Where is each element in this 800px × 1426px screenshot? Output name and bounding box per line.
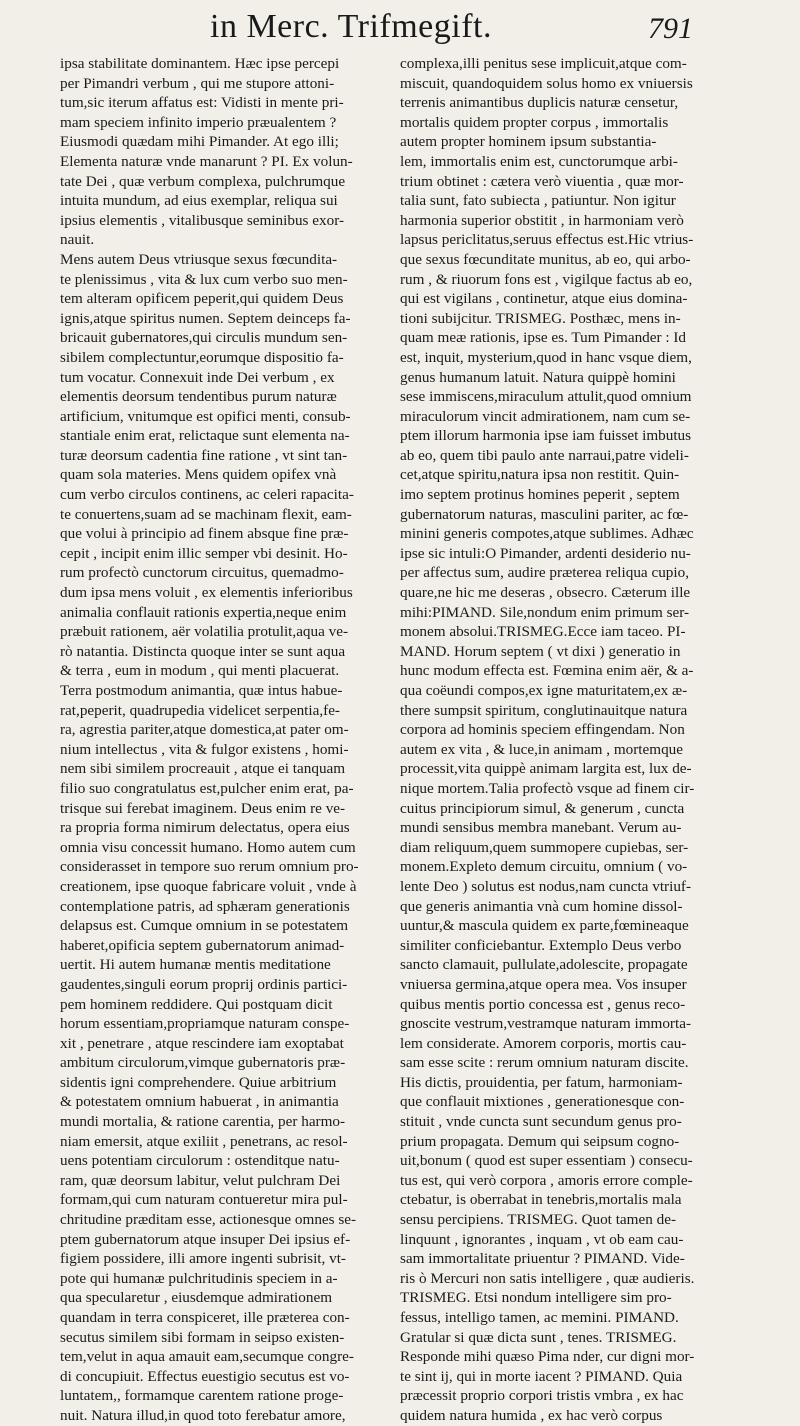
text-line: intuita mundum, ad eius exemplar, reliqua sui	[60, 192, 338, 210]
text-line: uens potentiam circulorum : ostenditque natu-	[60, 1152, 340, 1170]
text-line: ipsius elementis , vitalibusque seminibus exor-	[60, 211, 345, 229]
text-line: que generis animantia vnà cum homine dissol-	[400, 897, 683, 915]
text-line: stantiale enim erat, relictaque sunt elementa na-	[60, 427, 350, 445]
text-line: tum vocatur. Connexuit inde Dei verbum , ex	[60, 368, 335, 386]
text-line: quare,ne hic me deseras , obsecro. Cæterum ille	[400, 584, 691, 602]
text-line: uuntur,& mascula quidem ex parte,fœmineaque	[400, 917, 689, 935]
text-line: ipsa stabilitate dominantem. Hæc ipse percepi	[60, 55, 340, 72]
text-line: ab eo, quem tibi paulo ante narraui,patre videli-	[400, 446, 689, 464]
text-line: cuitus principiorum simul, & generum , cuncta	[400, 799, 685, 817]
text-line: nuit. Natura illud,in quod toto ferebatur amore,	[60, 1406, 346, 1424]
text-line: mundi sensibus membra manebant. Verum au-	[400, 819, 682, 837]
text-line: trisque sui ferebat imaginem. Deus enim re ve-	[60, 799, 346, 817]
text-line: omnia visu concessit humano. Homo autem cum	[60, 838, 356, 856]
text-line: quidem natura humida , ex hac verò corpus	[400, 1406, 663, 1424]
text-line: dum ipsa mens voluit , ex elementis inferioribus	[60, 584, 353, 602]
text-line: ra propria forma nimirum delectatus, opera eius	[60, 819, 350, 837]
text-line: miraculorum vincit admirationem, nam cum se-	[400, 407, 691, 425]
text-line: miscuit, quandoquidem solus homo ex vniuersis	[400, 74, 693, 92]
text-line: turæ deorsum cadentia fine ratione , vt sint tan-	[60, 446, 348, 464]
text-line: MAND. Horum septem ( vt dixi ) generatio in	[400, 642, 681, 660]
text-line: quam sola materies. Mens quidem opifex vnà	[60, 466, 337, 484]
text-line: gnoscite vestrum,vestramque naturam immorta-	[400, 1015, 692, 1033]
text-line: lapsus periclitatus,seruus effectus est.Hic vtrius-	[400, 231, 694, 249]
text-line: qua specularetur , eiusdemque admirationem	[60, 1289, 333, 1307]
page-header	[0, 6, 800, 52]
text-line: linquunt , ignorantes , inquam , vt ob eam cau-	[400, 1230, 684, 1248]
text-line: nem sibi similem procreauit , atque ei tanquam	[60, 760, 346, 778]
text-line: artificium, vnitumque est opifici menti, consub-	[60, 407, 351, 425]
text-line: bricauit gubernatores,qui circulis mundum sen-	[60, 329, 348, 347]
page-number: 791	[648, 12, 693, 45]
text-line: ipse sic intuli:O Pimander, ardenti desiderio nu-	[400, 544, 691, 562]
left-column	[60, 54, 396, 1426]
text-line: mam speciem infinito imperio præualentem ?	[60, 113, 337, 131]
running-head: in Merc. Trifmegift.	[210, 8, 492, 45]
text-line: tem,velut in aqua amauit eam,secumque congre-	[60, 1348, 354, 1366]
text-line: qua coëundi compos,ex igne maturitatem,ex æ-	[400, 682, 688, 699]
text-line: gubernatorum naturas, masculini pariter, ac fœ-	[400, 505, 689, 523]
text-line: per Pimandri verbum , qui me stupore attoni-	[60, 74, 335, 92]
text-line: stituit , vnde cuncta sunt secundum genus pro-	[400, 1113, 682, 1131]
text-line: pote qui humanæ pulchritudinis speciem in a-	[60, 1269, 338, 1287]
text-line: te sint ij, qui in morte iacent ? PIMAND. Quia	[400, 1367, 683, 1385]
text-line: rò natantia. Distincta quoque inter se sunt aqua	[60, 642, 346, 660]
text-line: & terra , eum in modum , qui menti placuerat.	[60, 662, 340, 680]
text-line: harmonia superior obstitit , in harmoniam verò	[400, 211, 684, 229]
text-line: formam,qui cum naturam contueretur mira pul-	[60, 1191, 348, 1209]
text-line: diam reliquum,quem summopere cupiebas, ser-	[400, 838, 689, 856]
text-line: haberet,opificia septem gubernatorum animad-	[60, 936, 345, 954]
text-line: vniuersa germina,atque opera mea. Vos insuper	[400, 975, 687, 993]
text-line: delapsus est. Cumque omnium in se potestatem	[60, 917, 349, 935]
text-line: similiter conficiebantur. Extemplo Deus verbo	[400, 936, 682, 954]
text-line: ignis,atque spiritus numen. Septem deinceps fa-	[60, 309, 351, 327]
text-line: rum profectò cunctorum circuitus, quemadmo-	[60, 564, 344, 582]
text-line: there sumpsit spiritum, conglutinauitque natura	[400, 701, 688, 719]
text-line: TRISMEG. Etsi nondum intelligere sim pro-	[400, 1289, 672, 1307]
text-line: terrenis animantibus duplicis naturæ censetur,	[400, 94, 679, 112]
text-line: Eiusmodi quædam mihi Pimander. At ego illi;	[60, 133, 339, 151]
text-line: horum essentiam,propriamque naturam conspe-	[60, 1015, 350, 1033]
text-line: nium intellectus , vita & fulgor existens , homi-	[60, 740, 349, 758]
text-line: tum,sic iterum affatus est: Vidisti in mente pri-	[60, 94, 344, 112]
text-line: Elementa naturæ vnde manarunt ? PI. Ex volun-	[60, 152, 353, 170]
text-line: ptem illorum harmonia ipse iam fuisset imbutus	[400, 427, 692, 445]
text-line: uertit. Hi autem humanæ mentis meditatione	[60, 956, 331, 974]
text-line: per affectus sum, audire præterea reliqua cupio,	[400, 564, 690, 582]
text-line: cepit , incipit enim illic semper vbi desinit. Ho-	[60, 544, 348, 562]
text-line: mundi mortalia, & ratione carentia, per harmo-	[60, 1113, 346, 1131]
text-line: lente Deo ) solutus est nodus,nam cuncta vtriuf-	[400, 877, 692, 895]
text-line: Mens autem Deus vtriusque sexus fœcundita-	[60, 250, 338, 268]
text-line: præbuit rationem, aër volatilia protulit,aqua ve-	[60, 623, 349, 641]
text-line: cet,atque spiritu,natura ipsa non restitit. Quin-	[400, 466, 680, 484]
text-line: sese immiscens,miraculum attulit,quod omnium	[400, 388, 692, 406]
text-line: monem absolui.TRISMEG.Ecce iam taceo. PI-	[400, 623, 686, 641]
text-line: que sexus fœcunditate munitus, ab eo, qui arbo-	[400, 250, 691, 268]
text-line: animalia conflauit rationis expertia,neque enim	[60, 603, 347, 621]
text-line: sensu percipiens. TRISMEG. Quot tamen de-	[400, 1211, 676, 1229]
text-line: trium obtinet : cætera verò viuentia , quæ mor-	[400, 172, 684, 190]
text-line: que volui à principio ad finem absque fine præ-	[60, 525, 349, 543]
text-line: mihi:PIMAND. Sile,nondum enim primum ser-	[400, 603, 690, 621]
text-line: luntatem,, formamque carentem ratione proge-	[60, 1387, 344, 1405]
text-line: considerasset in tempore suo rerum omnium pro-	[60, 858, 359, 876]
text-line: Terra postmodum animantia, quæ intus habue-	[60, 682, 343, 699]
text-line: te plenissimus , vita & lux cum verbo suo men-	[60, 270, 348, 288]
text-line: quandam in terra conspiceret, ille præterea con-	[60, 1309, 350, 1326]
text-line: quibus mentis portio concessa est , genus reco-	[400, 995, 686, 1013]
text-line: sidentis igni comprehendere. Quiue arbitrium	[60, 1073, 337, 1091]
text-line: Gratular si quæ dicta sunt , tenes. TRISMEG.	[400, 1328, 677, 1346]
text-line: pem hominem reddidere. Qui postquam dicit	[60, 995, 333, 1013]
text-line: figiem possidere, illi amore ingenti subrisit, vt-	[60, 1250, 346, 1268]
text-line: ris ò Mercuri non satis intelligere , quæ audieris.	[400, 1269, 695, 1287]
text-line: lem, immortalis enim est, cunctorumque arbi-	[400, 152, 678, 170]
text-line: ambitum circulorum,vimque gubernatoris præ-	[60, 1054, 346, 1072]
text-line: genus humanum latuit. Natura quippè homini	[400, 368, 676, 386]
text-line: sam esse scite : rerum omnium naturam discite.	[400, 1054, 689, 1072]
text-line: secutus similem sibi formam in seipso existen-	[60, 1328, 345, 1346]
text-line: contemplatione patris, ad sphæram generationis	[60, 897, 350, 915]
text-line: gaudentes,singuli eorum proprij ordinis partici-	[60, 975, 348, 993]
text-line: ram, quæ deorsum labitur, velut pulchram Dei	[60, 1171, 341, 1189]
text-line: lem considerate. Amorem corporis, mortis cau-	[400, 1034, 687, 1052]
text-line: imo septem protinus homines peperit , septem	[400, 486, 680, 504]
text-line: xit , penetrare , atque rescindere iam exoptabat	[60, 1034, 344, 1052]
text-line: sam immortalitate priuentur ? PIMAND. Vide-	[400, 1250, 685, 1268]
text-line: que conflauit mixtiones , generationesque con-	[400, 1093, 685, 1111]
text-line: processit,vita quippè animam largita est, lux de-	[400, 760, 692, 778]
text-line: sancto clamauit, pullulate,adolescite, propagate	[400, 956, 688, 974]
text-line: tate Dei , quæ verbum complexa, pulchrumque	[60, 172, 346, 190]
text-line: sibilem complectuntur,eorumque dispositio fa-	[60, 348, 344, 366]
text-line: creationem, ipse quoque fabricare voluit , vnde à	[60, 877, 357, 895]
text-line: niam emersit, atque exiliit , penetrans, ac resol-	[60, 1132, 348, 1150]
text-line: corpora ad hominis speciem effingendam. Non	[400, 721, 685, 739]
text-line: minini generis compotes,atque sublimes. Adhæc	[400, 525, 694, 543]
text-line: elementis deorsum tendentibus purum naturæ	[60, 388, 337, 406]
text-line: filio suo congratulatus est,pulcher enim erat, pa-	[60, 779, 354, 797]
text-line: qui est vigilans , continetur, atque eius domina-	[400, 290, 688, 308]
text-line: nauit.	[60, 231, 95, 249]
text-line: ptem gubernatorum atque insuper Dei ipsius ef-	[60, 1230, 351, 1248]
text-line: Responde mihi quæso Pima nder, cur digni mor-	[400, 1348, 695, 1366]
text-line: est, inquit, mysterium,quod in hanc vsque diem,	[400, 348, 692, 366]
text-line: præcessit proprio corpori tristis vmbra , ex hac	[400, 1387, 684, 1405]
text-line: tem alteram opificem peperit,qui quidem Deus	[60, 290, 344, 308]
text-line: di concupiuit. Effectus euestigio secutus est vo-	[60, 1367, 350, 1385]
text-line: fessus, intelligo tamen, ac memini. PIMAND.	[400, 1309, 679, 1326]
text-line: ra, agrestia pariter,atque domestica,at pater om-	[60, 721, 349, 739]
text-line: prium propagata. Demum qui seipsum cogno-	[400, 1132, 680, 1150]
text-line: chritudine præditam esse, actionesque omnes se-	[60, 1211, 357, 1229]
right-column	[400, 54, 730, 1426]
text-line: hunc modum effecta est. Fœmina enim aër, & a-	[400, 662, 694, 680]
text-line: rum , & riuorum fons est , vigilque factus ab eo,	[400, 270, 693, 288]
text-line: nique mortem.Talia profectò vsque ad finem cir-	[400, 779, 695, 797]
text-line: tioni subijcitur. TRISMEG. Posthæc, mens in-	[400, 309, 681, 327]
text-line: te conuertens,suam ad se machinam flexit, eam-	[60, 505, 352, 523]
text-line: tus est, qui verò corpora , amoris errore comple-	[400, 1171, 693, 1189]
text-line: uit,bonum ( quod est super essentiam ) consecu-	[400, 1152, 693, 1170]
text-line: monem.Expleto demum circuitu, omnium ( vo-	[400, 858, 688, 876]
text-line: complexa,illi penitus sese implicuit,atque com-	[400, 55, 687, 72]
text-line: autem propter hominem ipsum substantia-	[400, 133, 657, 151]
text-line: quam meæ rationis, ipse es. Tum Pimander : Id	[400, 329, 687, 347]
text-line: rat,peperit, quadrupedia videlicet serpentia,fe-	[60, 701, 340, 719]
text-line: mortalis quidem propter corpus , immortalis	[400, 113, 669, 131]
text-line: & potestatem omnium habuerat , in animantia	[60, 1093, 339, 1111]
text-line: ctebatur, is oberrabat in tenebris,mortalis mala	[400, 1191, 682, 1209]
text-line: His dictis, prouidentia, per fatum, harmoniam-	[400, 1073, 683, 1091]
text-line: cum verbo circulos continens, ac celeri rapacita-	[60, 486, 354, 504]
text-line: autem ex vita , & luce,in animam , mortemque	[400, 740, 683, 758]
text-line: talia sunt, fato subiecta , patiuntur. Non igitur	[400, 192, 676, 210]
